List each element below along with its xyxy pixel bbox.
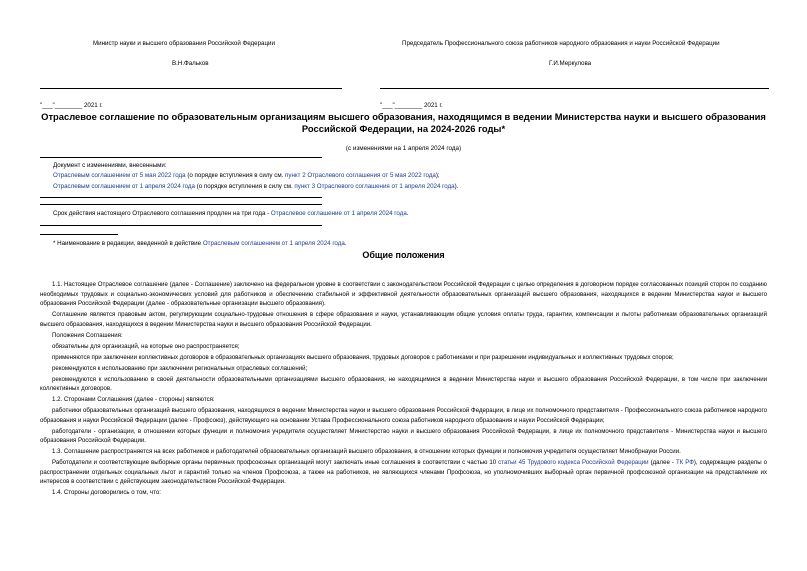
- labor-code-link[interactable]: ТК РФ: [675, 459, 694, 466]
- paragraph: Положения Соглашения:: [52, 331, 123, 339]
- changes-intro: Документ с изменениями, внесенными:: [53, 162, 167, 169]
- document-title: Отраслевое соглашение по образовательным организациям высшего образования, находящимся в ведении Министерства науки и высшего образования Российской Федерации, на 2024-2026 годы*: [41, 111, 766, 134]
- changes-bottom-rule: [40, 197, 322, 198]
- validity-link[interactable]: Отраслевое соглашение от 1 апреля 2024 года: [270, 210, 407, 217]
- change-entry-link-2022[interactable]: пункт 2 Отраслевого соглашения от 5 мая 2022 года: [285, 172, 436, 179]
- paragraph: Соглашение является правовым актом, регулирующим социально-трудовые отношения в сфере образования и науки, устанавливающим общие условия оплаты труда, гарантии, компенсации и льготы работникам образовательных организаций высшего образования, находящихся в ведении Министерства науки и высшего образования Российской Федерации.: [40, 311, 767, 328]
- validity-top-rule: [40, 204, 322, 205]
- changes-item-2: Отраслевым соглашением от 1 апреля 2024 года (о порядке вступления в силу см. пункт 3 Отраслевого соглашения от 1 апреля 2024 года).: [53, 183, 459, 190]
- left-signature-date: "___"________ 2021 г.: [40, 102, 103, 109]
- document-subtitle: (с изменениями на 1 апреля 2024 года): [345, 145, 462, 152]
- left-signatory-name: В.Н.Фальков: [172, 60, 209, 67]
- paragraph: обязательны для организаций, на которые оно распространяется;: [52, 342, 240, 350]
- paragraph-1-3: 1.3. Соглашение распространяется на всех работников и работодателей образовательных организаций высшего образования, в отношении которых функции и полномочия учредителя осуществляет Минобрнауки России.: [52, 448, 681, 455]
- footnote-link[interactable]: Отраслевым соглашением от 1 апреля 2024 года: [202, 240, 345, 247]
- paragraph: работодатели - организации, в отношении которых функции и полномочия учредителя осуществляет Министерство науки и высшего образования Российской Федерации, в лице их полномочного представителя - Министерства науки и высшего образования Российской Федерации.: [40, 427, 767, 444]
- labor-code-article-link[interactable]: статьи 45 Трудового кодекса Российской Федерации: [498, 459, 649, 466]
- validity-bottom-rule: [40, 225, 322, 226]
- change-link-2022[interactable]: Отраслевым соглашением от 5 мая 2022 года: [53, 172, 186, 179]
- paragraph-1-1: 1.1. Настоящее Отраслевое соглашение (далее - Соглашение) заключено на федеральном уровне в соответствии с законодательством Российской Федерации с целью определения в договорном порядке согласованных позиций сторон по созданию необходимых трудовых и социально-экономических условий для работников и обеспечению стабильной и эффективной деятельности образовательных организаций высшего образования, находящихся в ведении Министерства науки и высшего образования Российской Федерации (далее - образовательные организации высшего образования).: [40, 281, 767, 307]
- paragraph-1-2: 1.2. Сторонами Соглашения (далее - стороны) являются:: [52, 396, 215, 403]
- paragraph: применяются при заключении коллективных договоров в образовательных организациях высшего образования, трудовых договоров с работниками и при разрешении индивидуальных и коллективных трудовых споров;: [52, 353, 674, 361]
- change-link-2024[interactable]: Отраслевым соглашением от 1 апреля 2024 года: [53, 183, 195, 190]
- paragraph: рекомендуются к использованию при заключении региональных отраслевых соглашений;: [52, 364, 308, 372]
- changes-item-1: Отраслевым соглашением от 5 мая 2022 года (о порядке вступления в силу см. пункт 2 Отраслевого соглашения от 5 мая 2022 года);: [53, 172, 440, 179]
- left-signature-line: [40, 88, 342, 89]
- paragraph-1-4: 1.4. Стороны договорились о том, что:: [52, 489, 161, 496]
- changes-top-rule: [40, 157, 322, 158]
- right-signatory-name: Г.И.Меркулова: [549, 60, 592, 67]
- document-body: [40, 280, 767, 499]
- paragraph: рекомендуются к использованию в своей деятельности образовательными организациями высшего образования, не находящимися в ведении Министерства науки и высшего образования Российской Федерации, в том числе при заключении коллективных договоров.: [40, 375, 767, 392]
- paragraph: работники образовательных организаций высшего образования, находящихся в ведении Министерства науки и высшего образования Российской Федерации, в лице их полномочного представителя - Профессионального союза работников народного образования и науки Российской Федерации (далее - Профсоюз), действующего на основании Устава Профессионального союза работников народного образования и науки Российской Федерации;: [40, 407, 767, 424]
- footnote-rule: [40, 234, 118, 235]
- right-signature-date: "___"________ 2021 г.: [380, 102, 443, 109]
- right-signatory-position: Председатель Профессионального союза работников народного образования и науки Российской Федерации: [402, 40, 720, 47]
- left-signatory-position: Министр науки и высшего образования Российской Федерации: [93, 40, 275, 47]
- validity-note: Срок действия настоящего Отраслевого соглашения продлен на три года - Отраслевое соглашение от 1 апреля 2024 года.: [53, 210, 409, 217]
- right-signature-line: [380, 88, 769, 89]
- paragraph: Работодатели и соответствующие выборные органы первичных профсоюзных организаций могут заключать иные соглашения в соответствии с частью 10 статьи 45 Трудового кодекса Российской Федерации (далее - ТК РФ), содержащие разделы о распространении отдельных социальных льгот и гарантий только на членов Профсоюза, а также на работников, не являющихся членами Профсоюза, но уполномочивших выборный орган первичной профсоюзной организации на представление их интересов в соответствии с действующим законодательством Российской Федерации.: [40, 459, 767, 485]
- section-title: Общие положения: [362, 250, 445, 260]
- change-entry-link-2024[interactable]: пункт 3 Отраслевого соглашения от 1 апреля 2024 года: [294, 183, 455, 190]
- footnote: * Наименование в редакции, введенной в действие Отраслевым соглашением от 1 апреля 2024 года.: [53, 240, 347, 247]
